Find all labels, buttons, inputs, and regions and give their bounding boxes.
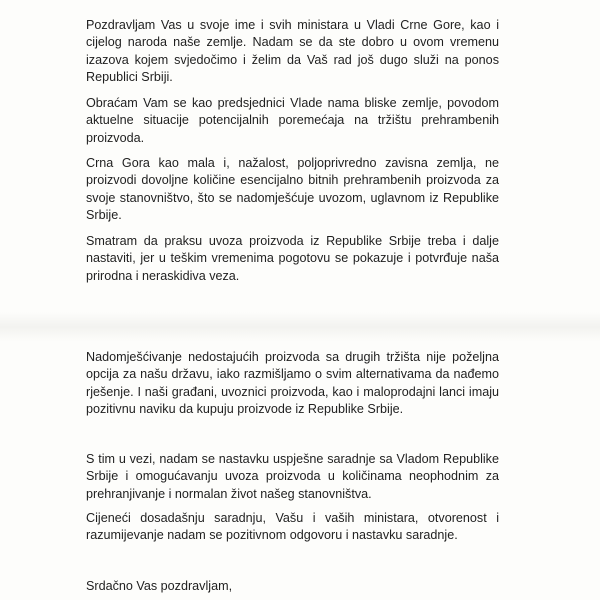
paragraph-import-practice: Smatram da praksu uvoza proizvoda iz Republike Srbije treba i dalje nastaviti, jer u teškim vremenima pogotovu se pokazuje i potvrđuje naša prirodna i neraskidiva veza. xyxy=(86,234,499,283)
paragraph-greeting: Pozdravljam Vas u svoje ime i svih ministara u Vladi Crne Gore, kao i cijelog naroda naše zemlje. Nadam se da ste dobro u ovom vremenu izazova kojem svjedočimo i želim da Vaš rad još dugo služi na ponos Republici Srbiji. xyxy=(86,18,499,85)
paragraph-context: Crna Gora kao mala i, nažalost, poljoprivredno zavisna zemlja, ne proizvodi dovoljne količine esencijalno bitnih prehrambenih proizvoda za svoje stanovništvo, što se nadomješćuje uvozom, uglavnom iz Republike Srbije. xyxy=(86,156,499,223)
paragraph-addressing: Obraćam Vam se kao predsjednici Vlade nama bliske zemlje, povodom aktuelne situacije potencijalnih poremećaja na tržištu prehrambenih proizvoda. xyxy=(86,96,499,145)
paragraph-appreciation: Cijeneći dosadašnju saradnju, Vašu i vaših ministara, otvorenost i razumijevanje nadam se pozitivnom odgovoru i nastavku saradnje. xyxy=(86,511,499,543)
paragraph-alternatives: Nadomješćivanje nedostajućih proizvoda sa drugih tržišta nije poželjna opcija za našu državu, iako razmišljamo o svim alternativama da nađemo rješenje. I naši građani, uvoznici proizvoda, kao i maloprodajni lanci imaju pozitivnu naviku da kupuju proizvode iz Republike Srbije. xyxy=(86,350,499,417)
paper-fold xyxy=(0,312,600,342)
paragraph-cooperation: S tim u vezi, nadam se nastavku uspješne saradnje sa Vladom Republike Srbije i omogućavanju uvoza proizvoda u količinama neophodnim za prehranjivanje i normalan život našeg stanovništva. xyxy=(86,452,499,501)
closing-greeting: Srdačno Vas pozdravljam, xyxy=(86,579,233,593)
